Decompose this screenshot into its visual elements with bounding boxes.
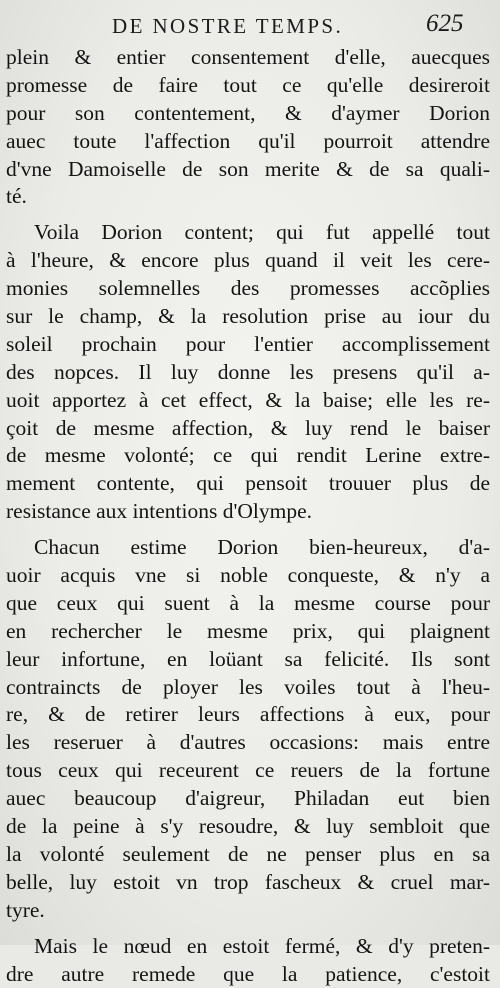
paragraph-gap: [6, 925, 490, 933]
text-line: de mesme volonté; ce qui rendit Lerine extre-: [6, 442, 490, 470]
paragraph: [6, 219, 490, 526]
text-line: que ceux qui suent à la mesme course pour: [6, 590, 490, 618]
text-line: monies solemnelles des promesses accõplies: [6, 275, 490, 303]
paragraph-gap: [6, 526, 490, 534]
paragraph: [6, 44, 490, 211]
text-line: auec toute l'affection qu'il pourroit attendre: [6, 128, 490, 156]
text-line: promesse de faire tout ce qu'elle desireroit: [6, 72, 490, 100]
text-line: tyre.: [6, 897, 490, 925]
paragraph-gap: [6, 211, 490, 219]
text-line: contraincts de ployer les voiles tout à l'heu-: [6, 674, 490, 702]
text-line: des nopces. Il luy donne les presens qu'il a-: [6, 359, 490, 387]
text-line: plein & entier consentement d'elle, auecques: [6, 44, 490, 72]
text-line: pour son contentement, & d'aymer Dorion: [6, 100, 490, 128]
text-line: soleil prochain pour l'entier accomplissement: [6, 331, 490, 359]
text-line: belle, luy estoit vn trop fascheux & cruel mar-: [6, 869, 490, 897]
text-line: resistance aux intentions d'Olympe.: [6, 498, 490, 526]
paragraph: [6, 933, 490, 988]
text-line: la volonté seulement de ne penser plus en sa: [6, 841, 490, 869]
text-line: Chacun estime Dorion bien-heureux, d'a-: [6, 534, 490, 562]
text-line: dre autre remede que la patience, c'estoit: [6, 961, 490, 988]
text-line: çoit de mesme affection, & luy rend le baiser: [6, 415, 490, 443]
running-head: DE NOSTRE TEMPS.: [112, 14, 343, 39]
text-line: leur infortune, en loüant sa felicité. Ils sont: [6, 646, 490, 674]
text-line: sur le champ, & la resolution prise au iour du: [6, 303, 490, 331]
text-line: Mais le nœud en estoit fermé, & d'y preten-: [6, 933, 490, 961]
text-line: en rechercher le mesme prix, qui plaignent: [6, 618, 490, 646]
paragraph: [6, 534, 490, 924]
text-line: les reseruer à d'autres occasions: mais entre: [6, 729, 490, 757]
text-line: à l'heure, & encore plus quand il veit les cere-: [6, 247, 490, 275]
text-line: de la peine à s'y resoudre, & luy sembloit que: [6, 813, 490, 841]
text-line: té.: [6, 183, 490, 211]
text-line: re, & de retirer leurs affections à eux, pour: [6, 701, 490, 729]
text-line: uoir acquis vne si noble conqueste, & n'y a: [6, 562, 490, 590]
text-line: auec beaucoup d'aigreur, Philadan eut bien: [6, 785, 490, 813]
text-line: tous ceux qui receurent ce reuers de la fortune: [6, 757, 490, 785]
text-line: Voila Dorion content; qui fut appellé tout: [6, 219, 490, 247]
body-text: [6, 44, 490, 988]
page-number: 625: [426, 10, 464, 38]
text-line: uoit apportez à cet effect, & la baise; elle les re-: [6, 387, 490, 415]
text-line: mement contente, qui pensoit trouuer plus de: [6, 470, 490, 498]
text-line: d'vne Damoiselle de son merite & de sa quali-: [6, 156, 490, 184]
page-header: [0, 4, 500, 40]
